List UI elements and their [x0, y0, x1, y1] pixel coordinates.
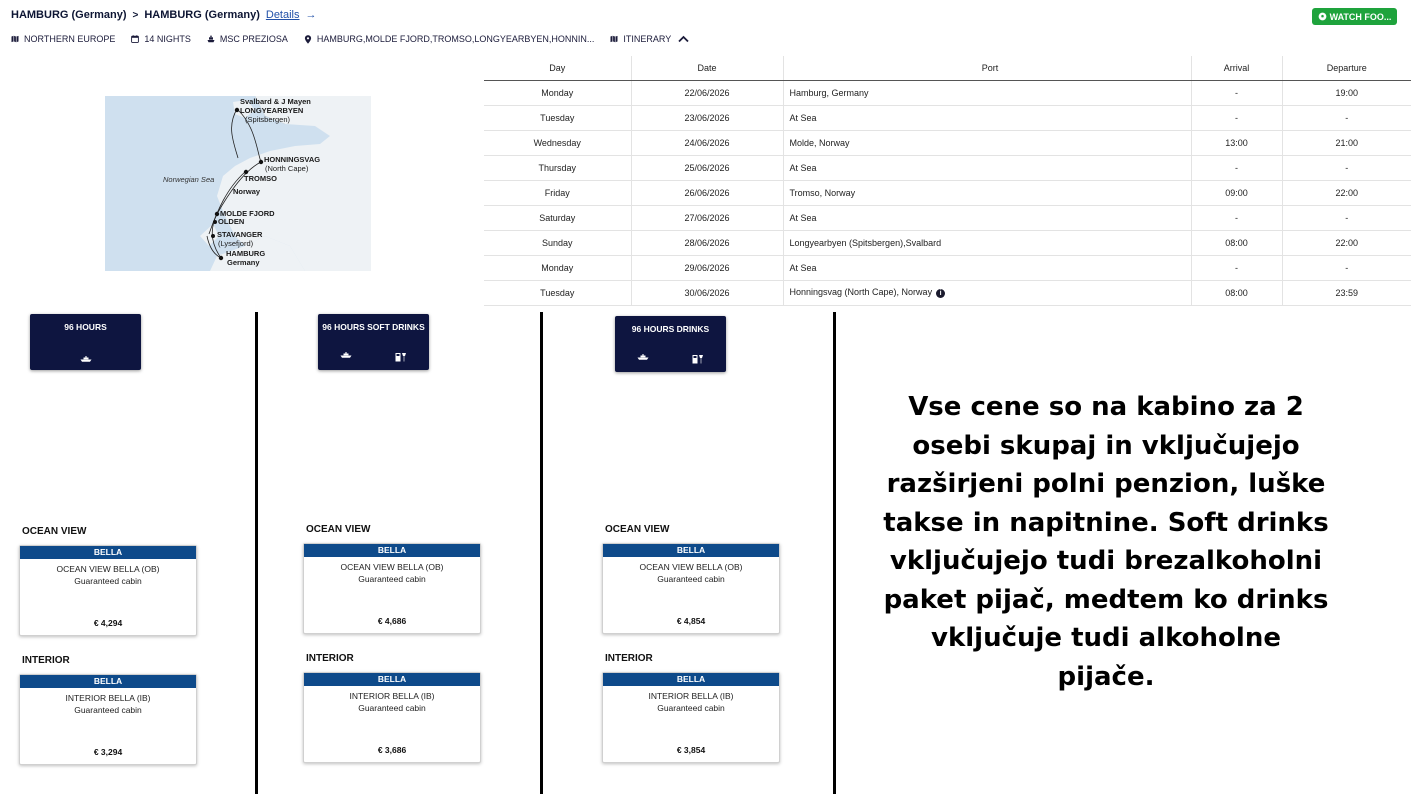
cruise-meta-bar	[11, 33, 705, 45]
cabin-guarantee: Guaranteed cabin	[657, 703, 725, 713]
table-row	[484, 280, 1411, 305]
package-icons	[30, 356, 141, 362]
cabin-name: OCEAN VIEW BELLA (OB)	[340, 562, 444, 572]
table-row	[484, 105, 1411, 130]
table-header-row	[484, 56, 1411, 80]
cabin-card-ocean-view[interactable]	[303, 543, 481, 634]
cell-arrival: 13:00	[1191, 130, 1282, 155]
cell-date: 28/06/2026	[631, 230, 783, 255]
table-row	[484, 230, 1411, 255]
map-icon	[610, 35, 618, 43]
cabin-name: INTERIOR BELLA (IB)	[648, 691, 734, 701]
column-header-date: Date	[631, 56, 783, 80]
map-label-lysefjord: (Lysefjord)	[218, 239, 254, 248]
route-map	[105, 96, 371, 271]
cell-departure: 19:00	[1282, 80, 1411, 105]
cell-date: 22/06/2026	[631, 80, 783, 105]
cell-port: At Sea	[783, 105, 1191, 130]
cell-day: Thursday	[484, 155, 631, 180]
chevron-up-icon[interactable]	[678, 35, 689, 43]
column-header-departure: Departure	[1282, 56, 1411, 80]
itinerary-toggle[interactable]	[610, 34, 689, 44]
interior-label: INTERIOR	[22, 655, 70, 666]
cell-day: Monday	[484, 255, 631, 280]
meta-ports-label: HAMBURG,MOLDE FJORD,TROMSO,LONGYEARBYEN,HONNIN...	[316, 34, 595, 44]
cabin-header: BELLA	[304, 673, 480, 686]
cell-port	[783, 280, 1191, 305]
drinks-icon	[692, 354, 704, 364]
route-breadcrumb	[11, 9, 317, 21]
meta-nights	[131, 34, 191, 44]
column-divider	[833, 312, 836, 794]
cabin-price: € 3,294	[93, 747, 123, 757]
cabin-name: OCEAN VIEW BELLA (OB)	[56, 564, 160, 574]
cabin-guarantee: Guaranteed cabin	[657, 574, 725, 584]
cell-port: At Sea	[783, 155, 1191, 180]
cell-day: Wednesday	[484, 130, 631, 155]
cabin-header: BELLA	[20, 546, 196, 559]
map-label-olden: OLDEN	[218, 217, 245, 226]
details-link[interactable]: Details	[265, 9, 300, 21]
ship-icon	[207, 35, 215, 43]
cell-date: 23/06/2026	[631, 105, 783, 130]
package-title: 96 HOURS SOFT DRINKS	[322, 322, 425, 332]
cabin-name: INTERIOR BELLA (IB)	[65, 693, 151, 703]
meta-nights-label: 14 NIGHTS	[144, 34, 191, 44]
cabin-guarantee: Guaranteed cabin	[74, 705, 142, 715]
drinks-icon	[395, 352, 407, 362]
calendar-icon	[131, 35, 139, 43]
map-label-tromso: TROMSO	[244, 174, 277, 183]
cell-port: Molde, Norway	[783, 130, 1191, 155]
cell-date: 29/06/2026	[631, 255, 783, 280]
ocean-view-label: OCEAN VIEW	[22, 526, 87, 537]
cell-arrival: -	[1191, 255, 1282, 280]
table-row	[484, 255, 1411, 280]
cell-departure: 22:00	[1282, 230, 1411, 255]
column-header-arrival: Arrival	[1191, 56, 1282, 80]
cell-day: Saturday	[484, 205, 631, 230]
cabin-header: BELLA	[603, 544, 779, 557]
cabin-header: BELLA	[304, 544, 480, 557]
note-line: razširjeni polni penzion, luške	[886, 469, 1326, 499]
cell-departure: 22:00	[1282, 180, 1411, 205]
cabin-price: € 3,854	[676, 745, 706, 755]
cell-date: 27/06/2026	[631, 205, 783, 230]
ocean-view-label: OCEAN VIEW	[306, 524, 371, 535]
cell-port-text: Honningsvag (North Cape), Norway	[789, 287, 933, 298]
ship-icon	[80, 356, 92, 362]
cabin-header: BELLA	[603, 673, 779, 686]
table-row	[484, 155, 1411, 180]
interior-label: INTERIOR	[605, 653, 653, 664]
cell-day: Tuesday	[484, 280, 631, 305]
package-card-96-hours-drinks[interactable]	[615, 316, 726, 372]
ship-icon	[637, 354, 649, 360]
note-line: vključuje tudi alkoholne pijače.	[931, 623, 1281, 692]
ocean-view-label: OCEAN VIEW	[605, 524, 670, 535]
cell-port: Longyearbyen (Spitsbergen),Svalbard	[783, 230, 1191, 255]
cabin-card-ocean-view[interactable]	[602, 543, 780, 634]
column-divider	[540, 312, 543, 794]
interior-label: INTERIOR	[306, 653, 354, 664]
map-label-svalbard: Svalbard & J Mayen	[240, 97, 311, 106]
cabin-card-interior[interactable]	[602, 672, 780, 763]
note-line: Vse cene so na kabino za 2	[908, 392, 1304, 422]
map-label-hamburg: HAMBURG	[226, 249, 266, 258]
cabin-price: € 4,294	[93, 618, 123, 628]
cabin-price: € 4,854	[676, 616, 706, 626]
football-icon	[1318, 12, 1327, 21]
cabin-guarantee: Guaranteed cabin	[358, 574, 426, 584]
package-icons	[615, 354, 726, 364]
cell-date: 30/06/2026	[631, 280, 783, 305]
cell-departure: 21:00	[1282, 130, 1411, 155]
route-separator: >	[132, 9, 139, 21]
ship-icon	[340, 352, 352, 358]
cell-arrival: -	[1191, 155, 1282, 180]
destination-port: HAMBURG (Germany)	[144, 9, 260, 21]
cell-day: Sunday	[484, 230, 631, 255]
cell-departure: -	[1282, 155, 1411, 180]
cabin-guarantee: Guaranteed cabin	[358, 703, 426, 713]
cell-departure: -	[1282, 205, 1411, 230]
itinerary-toggle-label: ITINERARY	[623, 34, 672, 44]
cell-arrival: -	[1191, 205, 1282, 230]
cabin-card-ocean-view[interactable]	[19, 545, 197, 636]
table-row	[484, 180, 1411, 205]
column-header-port: Port	[783, 56, 1191, 80]
cell-arrival: -	[1191, 105, 1282, 130]
itinerary-table	[484, 56, 1411, 306]
note-line: osebi skupaj in vključujejo	[912, 430, 1300, 461]
package-card-96-hours[interactable]	[30, 314, 141, 370]
meta-ship-label: MSC PREZIOSA	[219, 34, 288, 44]
package-icons	[318, 352, 429, 362]
cell-date: 26/06/2026	[631, 180, 783, 205]
cell-day: Friday	[484, 180, 631, 205]
cell-date: 24/06/2026	[631, 130, 783, 155]
cabin-name: INTERIOR BELLA (IB)	[349, 691, 435, 701]
table-row	[484, 80, 1411, 105]
map-icon	[11, 35, 19, 43]
cell-day: Monday	[484, 80, 631, 105]
table-row	[484, 205, 1411, 230]
cell-port: Tromso, Norway	[783, 180, 1191, 205]
map-label-spitsbergen: (Spitsbergen)	[245, 115, 291, 124]
column-divider	[255, 312, 258, 794]
pricing-note	[880, 388, 1332, 696]
location-pin-icon	[304, 35, 312, 44]
cabin-price: € 3,686	[377, 745, 407, 755]
meta-ship	[207, 34, 288, 44]
cabin-guarantee: Guaranteed cabin	[74, 576, 142, 586]
cell-arrival: 09:00	[1191, 180, 1282, 205]
meta-region-label: NORTHERN EUROPE	[24, 34, 116, 44]
note-line: vključujejo tudi brezalkoholni	[889, 546, 1323, 576]
cabin-header: BELLA	[20, 675, 196, 688]
meta-region	[11, 34, 115, 44]
package-title: 96 HOURS	[64, 322, 107, 332]
column-header-day: Day	[484, 56, 631, 80]
cell-departure: 23:59	[1282, 280, 1411, 305]
table-row	[484, 130, 1411, 155]
map-label-honningsvag: HONNINGSVAG	[264, 155, 321, 164]
meta-ports	[304, 34, 595, 44]
cell-day: Tuesday	[484, 105, 631, 130]
cabin-card-interior[interactable]	[19, 674, 197, 765]
watch-football-button[interactable]	[1312, 8, 1397, 25]
cell-port: At Sea	[783, 205, 1191, 230]
package-title: 96 HOURS DRINKS	[631, 324, 710, 334]
cell-arrival: -	[1191, 80, 1282, 105]
map-label-norway: Norway	[233, 187, 261, 196]
cell-date: 25/06/2026	[631, 155, 783, 180]
map-label-longyearbyen: LONGYEARBYEN	[240, 106, 304, 115]
cell-port: Hamburg, Germany	[783, 80, 1191, 105]
arrow-right-icon[interactable]: →	[305, 9, 317, 21]
info-icon[interactable]: i	[936, 289, 945, 298]
map-label-stavanger: STAVANGER	[217, 230, 263, 239]
map-label-germany: Germany	[227, 258, 260, 267]
map-label-molde: MOLDE FJORD	[220, 209, 275, 218]
map-label-north-cape: (North Cape)	[265, 164, 309, 173]
origin-port: HAMBURG (Germany)	[11, 9, 127, 21]
cell-arrival: 08:00	[1191, 280, 1282, 305]
package-card-96-hours-soft-drinks[interactable]	[318, 314, 429, 370]
watch-button-label: WATCH FOO...	[1329, 11, 1392, 22]
map-label-norwegian-sea: Norwegian Sea	[163, 175, 215, 184]
cell-port: At Sea	[783, 255, 1191, 280]
cell-departure: -	[1282, 255, 1411, 280]
cabin-card-interior[interactable]	[303, 672, 481, 763]
note-line: takse in napitnine. Soft drinks	[883, 507, 1329, 538]
cabin-name: OCEAN VIEW BELLA (OB)	[639, 562, 743, 572]
cabin-price: € 4,686	[377, 616, 407, 626]
cell-arrival: 08:00	[1191, 230, 1282, 255]
cell-departure: -	[1282, 105, 1411, 130]
note-line: paket pijač, medtem ko drinks	[883, 584, 1329, 615]
